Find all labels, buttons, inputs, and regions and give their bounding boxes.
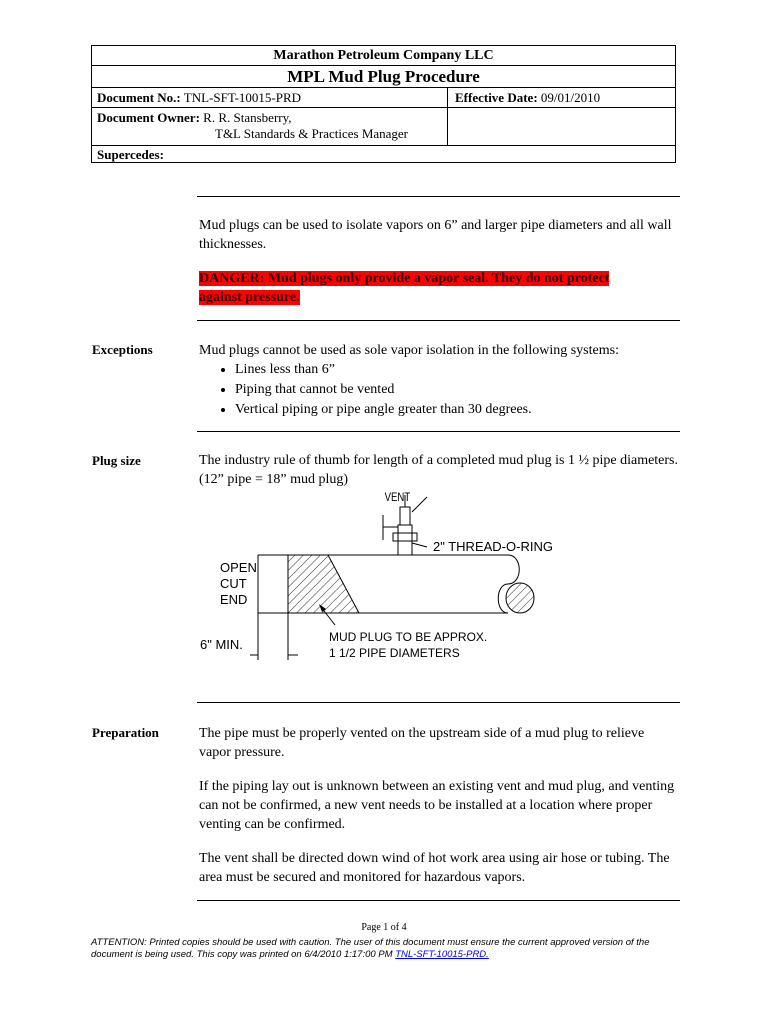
list-item: • Lines less than 6” [235, 360, 679, 380]
attention-notice [91, 937, 691, 961]
document-owner-name: R. R. Stansberry, [203, 110, 292, 125]
section-divider [197, 900, 680, 901]
document-owner-title: T&L Standards & Practices Manager [215, 126, 409, 141]
supercedes-label: Supercedes: [97, 147, 164, 162]
danger-warning [199, 269, 649, 307]
section-divider [197, 320, 680, 321]
document-title: MPL Mud Plug Procedure [92, 66, 675, 88]
list-item: • Piping that cannot be vented [235, 380, 679, 400]
thread-label: 2" THREAD-O-RING [433, 539, 553, 554]
plug-size-text: The industry rule of thumb for length of a completed mud plug is 1 ½ pipe diameters. (12” pipe = 18” mud plug) [199, 453, 679, 487]
preparation-label: Preparation [92, 725, 159, 740]
document-link[interactable]: TNL-SFT-10015-PRD. [395, 949, 489, 960]
company-name: Marathon Petroleum Company LLC [92, 46, 675, 66]
document-owner-row [92, 108, 675, 146]
list-item: • Vertical piping or pipe angle greater than 30 degrees. [235, 400, 679, 420]
document-owner-label: Document Owner: [97, 110, 200, 125]
effective-date-label: Effective Date: [455, 90, 538, 105]
preparation-p1: The pipe must be properly vented on the upstream side of a mud plug to relieve vapor pressure. [199, 726, 645, 760]
vent-stem [400, 507, 410, 525]
cut-label: CUT [220, 576, 247, 591]
intro-text: Mud plugs can be used to isolate vapors on 6” and larger pipe diameters and all wall thicknesses. [199, 218, 672, 252]
effective-date [455, 90, 600, 106]
supercedes-row [92, 146, 675, 163]
section-divider [197, 702, 680, 703]
section-divider [197, 431, 680, 432]
document-number-label: Document No.: [97, 90, 181, 105]
plug-label-line2: 1 1/2 PIPE DIAMETERS [329, 646, 460, 660]
danger-text: DANGER: Mud plugs only provide a vapor seal. They do not protect against pressure. [199, 271, 610, 305]
pipe-section-circle [506, 583, 534, 613]
preparation-p2: If the piping lay out is unknown between an existing vent and mud plug, and venting can not be confirmed, a new vent needs to be installed at a location where proper venting can be confirmed. [199, 779, 675, 832]
vent-leader [412, 497, 427, 512]
exceptions-lead: Mud plugs cannot be used as sole vapor isolation in the following systems: [199, 343, 619, 358]
attention-text: ATTENTION: Printed copies should be used with caution. The user of this document must ensure the current approved version of the document is being used. This copy was printed on 6/4/2010 1:17:00 PM [91, 937, 650, 960]
exceptions-list [199, 360, 679, 420]
page-number: Page 1 of 4 [361, 922, 407, 933]
effective-date-value: 09/01/2010 [540, 90, 601, 105]
mud-plug-diagram [195, 485, 555, 670]
section-divider [197, 196, 680, 197]
plug-label-line1: MUD PLUG TO BE APPROX. [329, 630, 488, 644]
vent-label: VENT [384, 491, 411, 505]
end-label: END [220, 592, 248, 607]
min-label: 6" MIN. [200, 637, 243, 652]
vent-valve-body [398, 525, 412, 555]
document-owner [97, 110, 292, 126]
thread-leader [412, 543, 427, 547]
mud-plug-shape [288, 555, 359, 613]
document-number [97, 90, 301, 106]
document-number-value: TNL-SFT-10015-PRD [183, 90, 302, 105]
header-divider [447, 88, 448, 146]
document-number-row [92, 88, 675, 108]
exceptions-section [199, 341, 679, 420]
exceptions-label: Exceptions [92, 342, 153, 357]
preparation-p3: The vent shall be directed down wind of hot work area using air hose or tubing. The area must be secured and monitored for hazardous vapors. [199, 851, 670, 885]
vent-valve-flange [393, 533, 417, 541]
document-header-table [91, 45, 676, 163]
plug-size-label: Plug size [92, 453, 141, 468]
open-label: OPEN [220, 560, 257, 575]
